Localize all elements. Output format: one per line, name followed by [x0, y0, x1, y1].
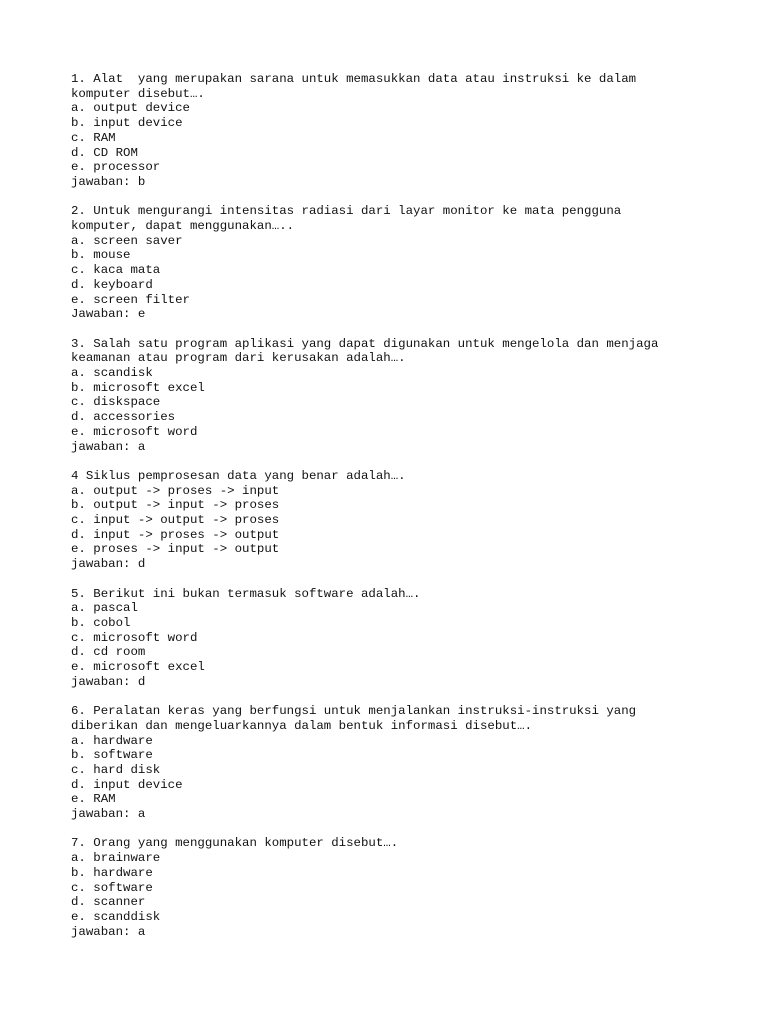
question-stem-line: 5. Berikut ini bukan termasuk software adalah…. [71, 586, 421, 601]
option-a: a. screen saver [71, 233, 183, 248]
question-4 [71, 469, 751, 572]
option-c: c. microsoft word [71, 630, 198, 645]
question-stem-line: 1. Alat yang merupakan sarana untuk memasukkan data atau instruksi ke dalam [71, 72, 637, 86]
option-d: d. keyboard [71, 277, 153, 292]
question-stem-line: 7. Orang yang menggunakan komputer disebut…. [71, 836, 399, 851]
option-d: d. input device [71, 777, 183, 792]
question-stem-line: komputer disebut…. [71, 86, 205, 101]
option-b: b. output -> input -> proses [71, 498, 280, 513]
question-stem-line: 2. Untuk mengurangi intensitas radiasi dari layar monitor ke mata pengguna [71, 204, 622, 219]
option-d: d. CD ROM [71, 145, 138, 160]
question-stem-line: diberikan dan mengeluarkannya dalam bentuk informasi disebut…. [71, 718, 533, 733]
option-b: b. microsoft excel [71, 380, 205, 395]
option-c: c. software [71, 880, 153, 895]
answer-line: Jawaban: e [71, 307, 146, 322]
answer-line: jawaban: d [71, 557, 146, 572]
option-d: d. accessories [71, 410, 176, 425]
option-b: b. hardware [71, 865, 153, 880]
option-a: a. brainware [71, 851, 161, 866]
option-d: d. scanner [71, 895, 146, 910]
answer-line: jawaban: a [71, 439, 146, 454]
option-d: d. cd room [71, 645, 146, 660]
option-e: e. RAM [71, 792, 116, 807]
question-stem-line: 6. Peralatan keras yang berfungsi untuk menjalankan instruksi-instruksi yang [71, 704, 637, 719]
option-b: b. input device [71, 116, 183, 131]
option-e: e. microsoft word [71, 424, 198, 439]
option-e: e. microsoft excel [71, 660, 205, 675]
option-c: c. diskspace [71, 395, 161, 410]
option-e: e. proses -> input -> output [71, 542, 280, 557]
option-e: e. processor [71, 160, 161, 175]
option-c: c. kaca mata [71, 263, 161, 278]
option-c: c. hard disk [71, 762, 161, 777]
question-7 [71, 836, 751, 939]
option-a: a. scandisk [71, 366, 153, 381]
question-stem-line: komputer, dapat menggunakan….. [71, 219, 295, 234]
question-1 [71, 72, 751, 190]
option-c: c. input -> output -> proses [71, 513, 280, 528]
option-a: a. pascal [71, 601, 138, 616]
option-e: e. screen filter [71, 292, 190, 307]
option-e: e. scanddisk [71, 909, 161, 924]
question-stem-line: 4 Siklus pemprosesan data yang benar adalah…. [71, 468, 406, 483]
question-2 [71, 204, 751, 322]
question-stem-line: keamanan atau program dari kerusakan adalah…. [71, 351, 406, 366]
question-6 [71, 704, 751, 822]
option-a: a. output device [71, 101, 190, 116]
option-b: b. mouse [71, 248, 131, 263]
answer-line: jawaban: a [71, 924, 146, 939]
document-page [71, 72, 751, 954]
option-c: c. RAM [71, 130, 116, 145]
answer-line: jawaban: b [71, 174, 146, 189]
answer-line: jawaban: d [71, 674, 146, 689]
option-d: d. input -> proses -> output [71, 527, 280, 542]
question-3 [71, 337, 751, 455]
answer-line: jawaban: a [71, 807, 146, 822]
option-b: b. cobol [71, 615, 131, 630]
option-a: a. hardware [71, 733, 153, 748]
option-b: b. software [71, 748, 153, 763]
question-5 [71, 587, 751, 690]
option-a: a. output -> proses -> input [71, 483, 280, 498]
question-stem-line: 3. Salah satu program aplikasi yang dapat digunakan untuk mengelola dan menjaga [71, 336, 659, 351]
